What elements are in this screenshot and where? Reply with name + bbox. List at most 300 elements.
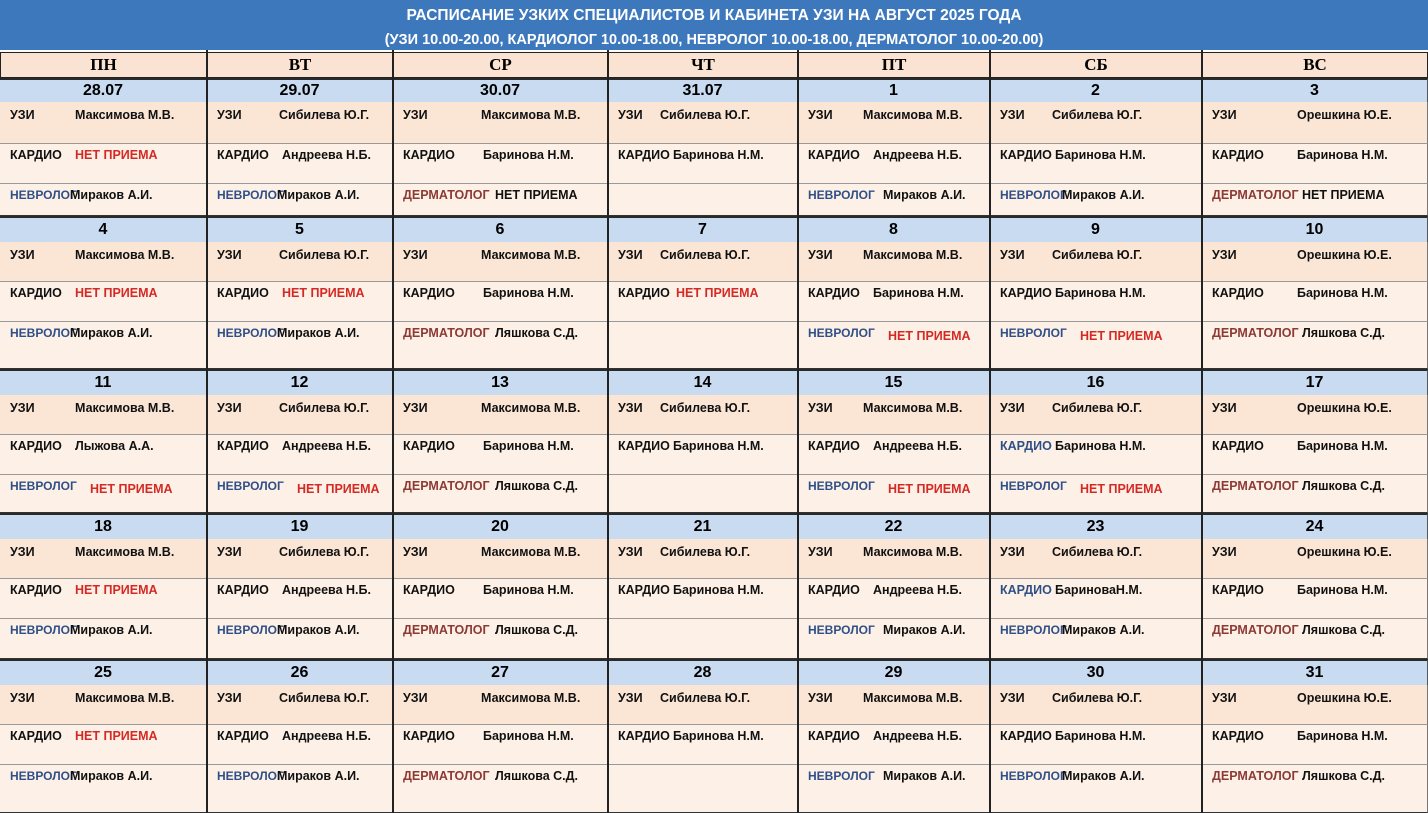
- specialist-name: Баринова Н.М.: [673, 583, 764, 597]
- schedule-slot: [393, 322, 608, 369]
- specialist-name: Мираков А.И.: [1062, 769, 1145, 783]
- schedule-slot: [207, 395, 393, 435]
- column-divider: [206, 50, 208, 813]
- specialty-label: ДЕРМАТОЛОГ: [1212, 769, 1299, 783]
- specialty-label: ДЕРМАТОЛОГ: [403, 479, 490, 493]
- specialty-label: УЗИ: [1000, 545, 1025, 559]
- specialty-label: КАРДИО: [618, 286, 670, 300]
- date-cell: 21: [608, 513, 798, 539]
- schedule-slot: [1202, 282, 1428, 322]
- specialist-name: Максимова М.В.: [75, 248, 175, 262]
- schedule-slot: [207, 435, 393, 475]
- schedule-slot: [990, 685, 1202, 725]
- specialty-label: КАРДИО: [10, 148, 62, 162]
- specialist-name: Сибилева Ю.Г.: [279, 691, 370, 705]
- specialist-name: Сибилева Ю.Г.: [279, 248, 370, 262]
- schedule-slot: [393, 242, 608, 282]
- specialty-label: ДЕРМАТОЛОГ: [403, 326, 490, 340]
- specialist-name: Баринова Н.М.: [673, 148, 764, 162]
- specialty-label: КАРДИО: [808, 148, 860, 162]
- specialist-name: Баринова Н.М.: [483, 286, 574, 300]
- no-reception-text: НЕТ ПРИЕМА: [75, 286, 158, 300]
- date-cell: 3: [1202, 78, 1428, 102]
- no-reception-text: НЕТ ПРИЕМА: [1302, 188, 1385, 202]
- specialty-label: УЗИ: [618, 401, 643, 415]
- specialty-label: УЗИ: [808, 545, 833, 559]
- specialty-label: НЕВРОЛОГ: [217, 479, 284, 493]
- specialist-name: Сибилева Ю.Г.: [279, 545, 370, 559]
- specialist-name: Сибилева Ю.Г.: [660, 545, 751, 559]
- specialty-label: УЗИ: [808, 691, 833, 705]
- specialty-label: КАРДИО: [403, 148, 455, 162]
- specialty-label: КАРДИО: [10, 439, 62, 453]
- specialist-name: Ляшкова С.Д.: [495, 479, 579, 493]
- specialist-name: Баринова Н.М.: [483, 148, 574, 162]
- specialty-label: ДЕРМАТОЛОГ: [1212, 623, 1299, 637]
- no-reception-text: НЕТ ПРИЕМА: [90, 482, 173, 496]
- schedule-slot: [990, 184, 1202, 216]
- schedule-slot: [0, 539, 207, 579]
- specialty-label: КАРДИО: [1000, 439, 1052, 453]
- specialty-label: ДЕРМАТОЛОГ: [1212, 479, 1299, 493]
- specialist-name: Баринова Н.М.: [1297, 286, 1388, 300]
- no-reception-text: НЕТ ПРИЕМА: [495, 188, 578, 202]
- specialist-name: Мираков А.И.: [277, 326, 360, 340]
- schedule-slot: [1202, 102, 1428, 144]
- specialty-label: КАРДИО: [1000, 148, 1052, 162]
- specialist-name: Сибилева Ю.Г.: [660, 691, 751, 705]
- specialty-label: УЗИ: [403, 248, 428, 262]
- specialty-label: УЗИ: [403, 545, 428, 559]
- schedule-slot: [608, 184, 798, 216]
- no-reception-text: НЕТ ПРИЕМА: [282, 286, 365, 300]
- specialty-label: КАРДИО: [1212, 439, 1264, 453]
- specialty-label: КАРДИО: [217, 439, 269, 453]
- specialty-label: КАРДИО: [1212, 148, 1264, 162]
- specialist-name: Сибилева Ю.Г.: [1052, 545, 1143, 559]
- specialty-label: КАРДИО: [10, 286, 62, 300]
- specialist-name: Максимова М.В.: [481, 108, 581, 122]
- schedule-slot: [0, 579, 207, 619]
- schedule-slot: [798, 579, 990, 619]
- specialty-label: КАРДИО: [1000, 286, 1052, 300]
- column-divider: [392, 50, 394, 813]
- specialty-label: ДЕРМАТОЛОГ: [403, 769, 490, 783]
- schedule-slot: [990, 282, 1202, 322]
- schedule-slot: [798, 102, 990, 144]
- specialty-label: УЗИ: [1000, 691, 1025, 705]
- date-cell: 31: [1202, 659, 1428, 685]
- schedule-slot: [207, 282, 393, 322]
- schedule-slot: [207, 144, 393, 184]
- specialty-label: НЕВРОЛОГ: [1000, 479, 1067, 493]
- specialty-label: УЗИ: [618, 108, 643, 122]
- schedule-slot: [1202, 685, 1428, 725]
- specialty-label: НЕВРОЛОГ: [217, 188, 284, 202]
- specialty-label: НЕВРОЛОГ: [808, 479, 875, 493]
- schedule-slot: [1202, 579, 1428, 619]
- schedule-slot: [207, 619, 393, 659]
- specialty-label: УЗИ: [403, 108, 428, 122]
- specialty-label: УЗИ: [403, 401, 428, 415]
- specialist-name: Баринова Н.М.: [1297, 439, 1388, 453]
- specialty-label: НЕВРОЛОГ: [10, 326, 77, 340]
- schedule-slot: [207, 539, 393, 579]
- specialty-label: НЕВРОЛОГ: [217, 769, 284, 783]
- specialist-name: Максимова М.В.: [863, 401, 963, 415]
- specialty-label: КАРДИО: [217, 148, 269, 162]
- date-cell: 28: [608, 659, 798, 685]
- specialist-name: Мираков А.И.: [883, 769, 966, 783]
- date-cell: 11: [0, 369, 207, 395]
- specialty-label: НЕВРОЛОГ: [808, 326, 875, 340]
- specialty-label: КАРДИО: [1000, 583, 1052, 597]
- schedule-slot: [990, 242, 1202, 282]
- specialty-label: УЗИ: [403, 691, 428, 705]
- specialist-name: Максимова М.В.: [75, 545, 175, 559]
- schedule-slot: [1202, 144, 1428, 184]
- specialty-label: УЗИ: [217, 545, 242, 559]
- specialist-name: Орешкина Ю.Е.: [1297, 401, 1392, 415]
- specialist-name: Андреева Н.Б.: [282, 583, 371, 597]
- specialist-name: Мираков А.И.: [70, 769, 153, 783]
- specialty-label: НЕВРОЛОГ: [808, 623, 875, 637]
- schedule-slot: [1202, 242, 1428, 282]
- page-subtitle-hours: (УЗИ 10.00-20.00, КАРДИОЛОГ 10.00-18.00, НЕВРОЛОГ 10.00-18.00, ДЕРМАТОЛОГ 10.00-20.00): [384, 32, 1044, 48]
- schedule-slot: [990, 435, 1202, 475]
- specialty-label: УЗИ: [808, 401, 833, 415]
- specialty-label: НЕВРОЛОГ: [10, 623, 77, 637]
- schedule-slot: [393, 102, 608, 144]
- specialty-label: КАРДИО: [618, 148, 670, 162]
- specialist-name: Баринова Н.М.: [1297, 583, 1388, 597]
- specialist-name: Орешкина Ю.Е.: [1297, 691, 1392, 705]
- schedule-slot: [0, 282, 207, 322]
- schedule-slot: [393, 475, 608, 513]
- schedule-slot: [608, 282, 798, 322]
- schedule-slot: [608, 475, 798, 513]
- specialty-label: УЗИ: [1000, 108, 1025, 122]
- schedule-slot: [608, 725, 798, 765]
- specialty-label: КАРДИО: [808, 583, 860, 597]
- date-cell: 17: [1202, 369, 1428, 395]
- specialist-name: Баринова Н.М.: [1055, 439, 1146, 453]
- specialist-name: Сибилева Ю.Г.: [1052, 401, 1143, 415]
- schedule-slot: [608, 102, 798, 144]
- specialist-name: Баринова Н.М.: [1055, 286, 1146, 300]
- column-divider: [797, 50, 799, 813]
- schedule-slot: [207, 322, 393, 369]
- specialist-name: Мираков А.И.: [883, 623, 966, 637]
- schedule-slot: [608, 395, 798, 435]
- schedule-slot: [608, 322, 798, 369]
- schedule-slot: [608, 435, 798, 475]
- specialist-name: Андреева Н.Б.: [282, 439, 371, 453]
- schedule-slot: [608, 144, 798, 184]
- schedule-slot: [608, 242, 798, 282]
- specialist-name: Орешкина Ю.Е.: [1297, 248, 1392, 262]
- schedule-slot: [393, 765, 608, 813]
- schedule-slot: [393, 395, 608, 435]
- no-reception-text: НЕТ ПРИЕМА: [75, 148, 158, 162]
- specialty-label: КАРДИО: [403, 583, 455, 597]
- schedule-slot: [207, 685, 393, 725]
- schedule-slot: [0, 725, 207, 765]
- specialist-name: Баринова Н.М.: [483, 583, 574, 597]
- date-cell: 25: [0, 659, 207, 685]
- specialist-name: Баринова Н.М.: [873, 286, 964, 300]
- specialist-name: Максимова М.В.: [75, 401, 175, 415]
- specialty-label: ДЕРМАТОЛОГ: [1212, 326, 1299, 340]
- no-reception-text: НЕТ ПРИЕМА: [888, 482, 971, 496]
- specialist-name: Баринова Н.М.: [1055, 148, 1146, 162]
- specialist-name: Сибилева Ю.Г.: [1052, 108, 1143, 122]
- schedule-slot: [990, 395, 1202, 435]
- specialist-name: Сибилева Ю.Г.: [1052, 248, 1143, 262]
- specialty-label: НЕВРОЛОГ: [10, 188, 77, 202]
- no-reception-text: НЕТ ПРИЕМА: [75, 583, 158, 597]
- specialist-name: Максимова М.В.: [863, 108, 963, 122]
- schedule-slot: [207, 475, 393, 513]
- schedule-slot: [798, 395, 990, 435]
- specialist-name: Баринова Н.М.: [1297, 729, 1388, 743]
- specialist-name: Ляшкова С.Д.: [495, 769, 579, 783]
- specialty-label: ДЕРМАТОЛОГ: [403, 623, 490, 637]
- specialist-name: Максимова М.В.: [75, 108, 175, 122]
- no-reception-text: НЕТ ПРИЕМА: [75, 729, 158, 743]
- date-cell: 19: [207, 513, 393, 539]
- specialty-label: НЕВРОЛОГ: [1000, 326, 1067, 340]
- specialist-name: Андреева Н.Б.: [873, 583, 962, 597]
- specialty-label: НЕВРОЛОГ: [217, 326, 284, 340]
- specialty-label: УЗИ: [618, 248, 643, 262]
- schedule-slot: [207, 102, 393, 144]
- schedule-slot: [990, 579, 1202, 619]
- date-cell: 29.07: [207, 78, 393, 102]
- specialist-name: Лыжова А.А.: [75, 439, 154, 453]
- specialist-name: Сибилева Ю.Г.: [660, 401, 751, 415]
- date-cell: 2: [990, 78, 1202, 102]
- specialist-name: Андреева Н.Б.: [873, 729, 962, 743]
- weekday-header: ПТ: [798, 52, 990, 78]
- specialist-name: Орешкина Ю.Е.: [1297, 545, 1392, 559]
- specialty-label: УЗИ: [10, 691, 35, 705]
- weekday-header: ЧТ: [608, 52, 798, 78]
- specialist-name: Ляшкова С.Д.: [1302, 326, 1386, 340]
- date-cell: 20: [393, 513, 608, 539]
- specialist-name: Ляшкова С.Д.: [495, 623, 579, 637]
- schedule-slot: [393, 144, 608, 184]
- schedule-slot: [1202, 765, 1428, 813]
- schedule-slot: [798, 619, 990, 659]
- specialty-label: КАРДИО: [217, 729, 269, 743]
- specialist-name: Мираков А.И.: [70, 326, 153, 340]
- specialist-name: Баринова Н.М.: [1055, 729, 1146, 743]
- specialty-label: УЗИ: [1212, 401, 1237, 415]
- page-title: РАСПИСАНИЕ УЗКИХ СПЕЦИАЛИСТОВ И КАБИНЕТА УЗИ НА АВГУСТ 2025 ГОДА: [406, 7, 1022, 24]
- specialist-name: Андреева Н.Б.: [282, 148, 371, 162]
- specialty-label: УЗИ: [217, 108, 242, 122]
- date-cell: 30: [990, 659, 1202, 685]
- schedule-slot: [798, 539, 990, 579]
- schedule-slot: [798, 725, 990, 765]
- date-cell: 12: [207, 369, 393, 395]
- schedule-slot: [0, 184, 207, 216]
- date-cell: 27: [393, 659, 608, 685]
- specialty-label: КАРДИО: [217, 286, 269, 300]
- date-cell: 31.07: [608, 78, 798, 102]
- date-cell: 13: [393, 369, 608, 395]
- specialty-label: НЕВРОЛОГ: [1000, 188, 1067, 202]
- specialty-label: КАРДИО: [1212, 729, 1264, 743]
- specialist-name: Мираков А.И.: [277, 188, 360, 202]
- schedule-slot: [0, 619, 207, 659]
- no-reception-text: НЕТ ПРИЕМА: [888, 329, 971, 343]
- date-cell: 14: [608, 369, 798, 395]
- specialty-label: УЗИ: [10, 401, 35, 415]
- specialty-label: УЗИ: [10, 248, 35, 262]
- specialty-label: НЕВРОЛОГ: [1000, 769, 1067, 783]
- specialist-name: Максимова М.В.: [481, 401, 581, 415]
- schedule-slot: [798, 322, 990, 369]
- schedule-slot: [990, 619, 1202, 659]
- specialty-label: КАРДИО: [808, 286, 860, 300]
- specialist-name: Баринова Н.М.: [483, 439, 574, 453]
- schedule-slot: [608, 579, 798, 619]
- specialty-label: УЗИ: [1212, 248, 1237, 262]
- specialty-label: КАРДИО: [1212, 583, 1264, 597]
- date-cell: 8: [798, 216, 990, 242]
- specialty-label: УЗИ: [1212, 691, 1237, 705]
- weekday-header: ВС: [1202, 52, 1428, 78]
- schedule-slot: [393, 282, 608, 322]
- specialist-name: Андреева Н.Б.: [873, 148, 962, 162]
- specialist-name: Баринова Н.М.: [1297, 148, 1388, 162]
- specialist-name: Ляшкова С.Д.: [495, 326, 579, 340]
- specialist-name: Баринова Н.М.: [483, 729, 574, 743]
- schedule-slot: [1202, 539, 1428, 579]
- specialist-name: Мираков А.И.: [277, 769, 360, 783]
- schedule-slot: [207, 765, 393, 813]
- schedule-slot: [798, 475, 990, 513]
- specialist-name: Максимова М.В.: [481, 545, 581, 559]
- schedule-slot: [0, 435, 207, 475]
- title-banner: [0, 0, 1428, 50]
- specialist-name: Андреева Н.Б.: [873, 439, 962, 453]
- specialty-label: УЗИ: [1212, 545, 1237, 559]
- specialist-name: Мираков А.И.: [277, 623, 360, 637]
- schedule-slot: [990, 539, 1202, 579]
- specialist-name: Мираков А.И.: [1062, 188, 1145, 202]
- column-divider: [1201, 50, 1203, 813]
- schedule-slot: [1202, 725, 1428, 765]
- specialty-label: УЗИ: [808, 248, 833, 262]
- specialty-label: УЗИ: [1212, 108, 1237, 122]
- specialist-name: Ляшкова С.Д.: [1302, 623, 1386, 637]
- schedule-slot: [0, 685, 207, 725]
- schedule-slot: [1202, 395, 1428, 435]
- date-cell: 18: [0, 513, 207, 539]
- specialist-name: Ляшкова С.Д.: [1302, 479, 1386, 493]
- schedule-slot: [207, 242, 393, 282]
- specialty-label: КАРДИО: [403, 729, 455, 743]
- specialty-label: НЕВРОЛОГ: [10, 769, 77, 783]
- specialty-label: КАРДИО: [403, 286, 455, 300]
- schedule-slot: [798, 282, 990, 322]
- specialist-name: Максимова М.В.: [481, 248, 581, 262]
- date-cell: 1: [798, 78, 990, 102]
- schedule-slot: [1202, 435, 1428, 475]
- no-reception-text: НЕТ ПРИЕМА: [297, 482, 380, 496]
- date-cell: 7: [608, 216, 798, 242]
- specialist-name: Мираков А.И.: [70, 188, 153, 202]
- specialty-label: КАРДИО: [618, 439, 670, 453]
- no-reception-text: НЕТ ПРИЕМА: [1080, 482, 1163, 496]
- specialist-name: Максимова М.В.: [863, 545, 963, 559]
- schedule-slot: [0, 144, 207, 184]
- schedule-slot: [393, 725, 608, 765]
- specialty-label: НЕВРОЛОГ: [217, 623, 284, 637]
- schedule-slot: [990, 144, 1202, 184]
- schedule-slot: [990, 322, 1202, 369]
- schedule-slot: [207, 579, 393, 619]
- specialty-label: ДЕРМАТОЛОГ: [1212, 188, 1299, 202]
- schedule-slot: [990, 725, 1202, 765]
- specialty-label: УЗИ: [217, 691, 242, 705]
- specialist-name: Андреева Н.Б.: [282, 729, 371, 743]
- specialty-label: ДЕРМАТОЛОГ: [403, 188, 490, 202]
- schedule-slot: [393, 619, 608, 659]
- schedule-slot: [393, 184, 608, 216]
- specialty-label: УЗИ: [1000, 248, 1025, 262]
- specialty-label: УЗИ: [808, 108, 833, 122]
- specialty-label: УЗИ: [217, 248, 242, 262]
- specialty-label: УЗИ: [10, 545, 35, 559]
- specialist-name: Максимова М.В.: [863, 691, 963, 705]
- specialty-label: УЗИ: [618, 545, 643, 559]
- column-divider: [989, 50, 991, 813]
- schedule-slot: [0, 102, 207, 144]
- specialty-label: КАРДИО: [10, 729, 62, 743]
- specialty-label: КАРДИО: [808, 729, 860, 743]
- schedule-slot: [1202, 322, 1428, 369]
- schedule-slot: [1202, 475, 1428, 513]
- specialty-label: НЕВРОЛОГ: [1000, 623, 1067, 637]
- schedule-slot: [608, 619, 798, 659]
- specialist-name: Максимова М.В.: [863, 248, 963, 262]
- schedule-slot: [798, 144, 990, 184]
- no-reception-text: НЕТ ПРИЕМА: [1080, 329, 1163, 343]
- schedule-slot: [0, 242, 207, 282]
- specialty-label: КАРДИО: [618, 729, 670, 743]
- schedule-slot: [608, 765, 798, 813]
- specialty-label: УЗИ: [10, 108, 35, 122]
- schedule-slot: [0, 475, 207, 513]
- specialty-label: КАРДИО: [1000, 729, 1052, 743]
- specialist-name: Максимова М.В.: [481, 691, 581, 705]
- schedule-slot: [0, 395, 207, 435]
- schedule-slot: [393, 579, 608, 619]
- specialist-name: Сибилева Ю.Г.: [660, 108, 751, 122]
- date-cell: 10: [1202, 216, 1428, 242]
- specialty-label: КАРДИО: [217, 583, 269, 597]
- specialty-label: УЗИ: [1000, 401, 1025, 415]
- specialist-name: Сибилева Ю.Г.: [279, 108, 370, 122]
- specialty-label: КАРДИО: [10, 583, 62, 597]
- specialty-label: УЗИ: [618, 691, 643, 705]
- date-cell: 6: [393, 216, 608, 242]
- specialty-label: УЗИ: [217, 401, 242, 415]
